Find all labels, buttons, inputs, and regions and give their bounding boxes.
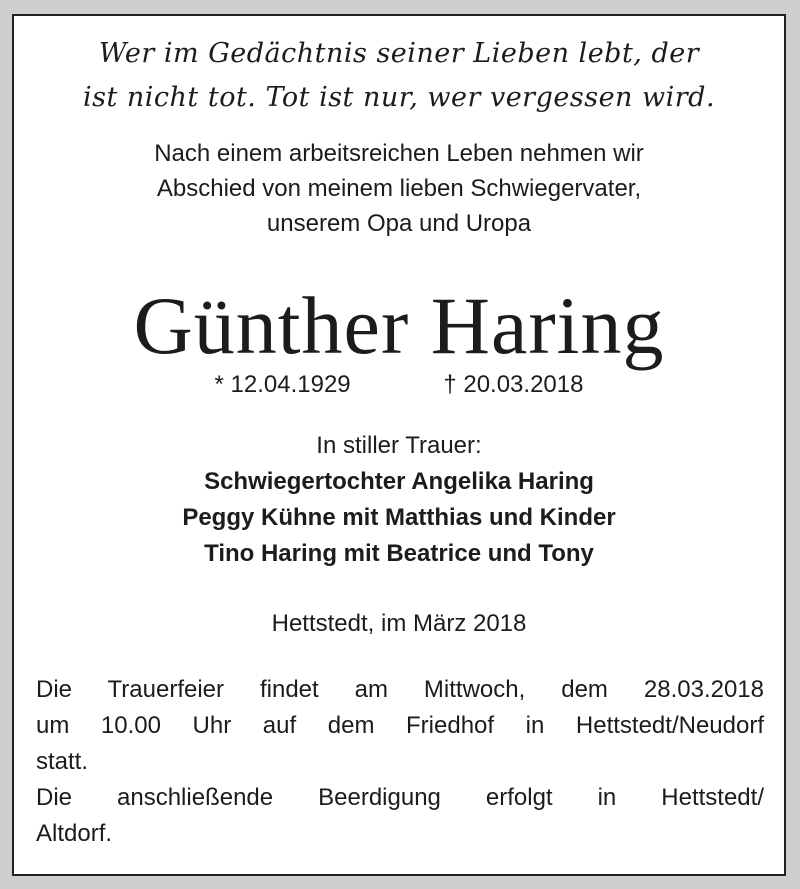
intro-line-1: Nach einem arbeitsreichen Leben nehmen wir [154, 140, 644, 167]
mourners-block [14, 428, 784, 572]
obituary-notice [12, 14, 786, 876]
mourning-heading: In stiller Trauer: [316, 432, 482, 459]
intro-line-2: Abschied von meinem lieben Schwiegervater, [156, 175, 642, 202]
birth-date: * 12.04.1929 [214, 371, 351, 398]
funeral-info [36, 672, 764, 852]
place-and-date: Hettstedt, im März 2018 [271, 610, 527, 637]
funeral-info-line-4: Die anschließende Beerdigung erfolgt in Hettstedt/ [36, 784, 764, 811]
intro-text [14, 136, 784, 241]
mourner-1: Schwiegertochter Angelika Haring [204, 468, 594, 495]
quote-line-1: Wer im Gedächtnis seiner Lieben lebt, der [98, 38, 700, 69]
mourner-3: Tino Haring mit Beatrice und Tony [204, 540, 594, 567]
funeral-info-line-3: statt. [36, 748, 89, 775]
death-date: † 20.03.2018 [443, 371, 584, 398]
life-dates [14, 368, 784, 402]
memorial-quote [14, 32, 784, 120]
intro-line-3: unserem Opa und Uropa [266, 210, 532, 237]
funeral-info-line-2: um 10.00 Uhr auf dem Friedhof in Hettstedt/Neudorf [36, 712, 764, 739]
deceased-name: Günther Haring [133, 280, 665, 371]
funeral-info-line-1: Die Trauerfeier findet am Mittwoch, dem 28.03.2018 [36, 676, 764, 703]
funeral-info-line-5: Altdorf. [36, 820, 113, 847]
mourner-2: Peggy Kühne mit Matthias und Kinder [182, 504, 616, 531]
quote-line-2: ist nicht tot. Tot ist nur, wer vergessen wird. [82, 82, 716, 113]
